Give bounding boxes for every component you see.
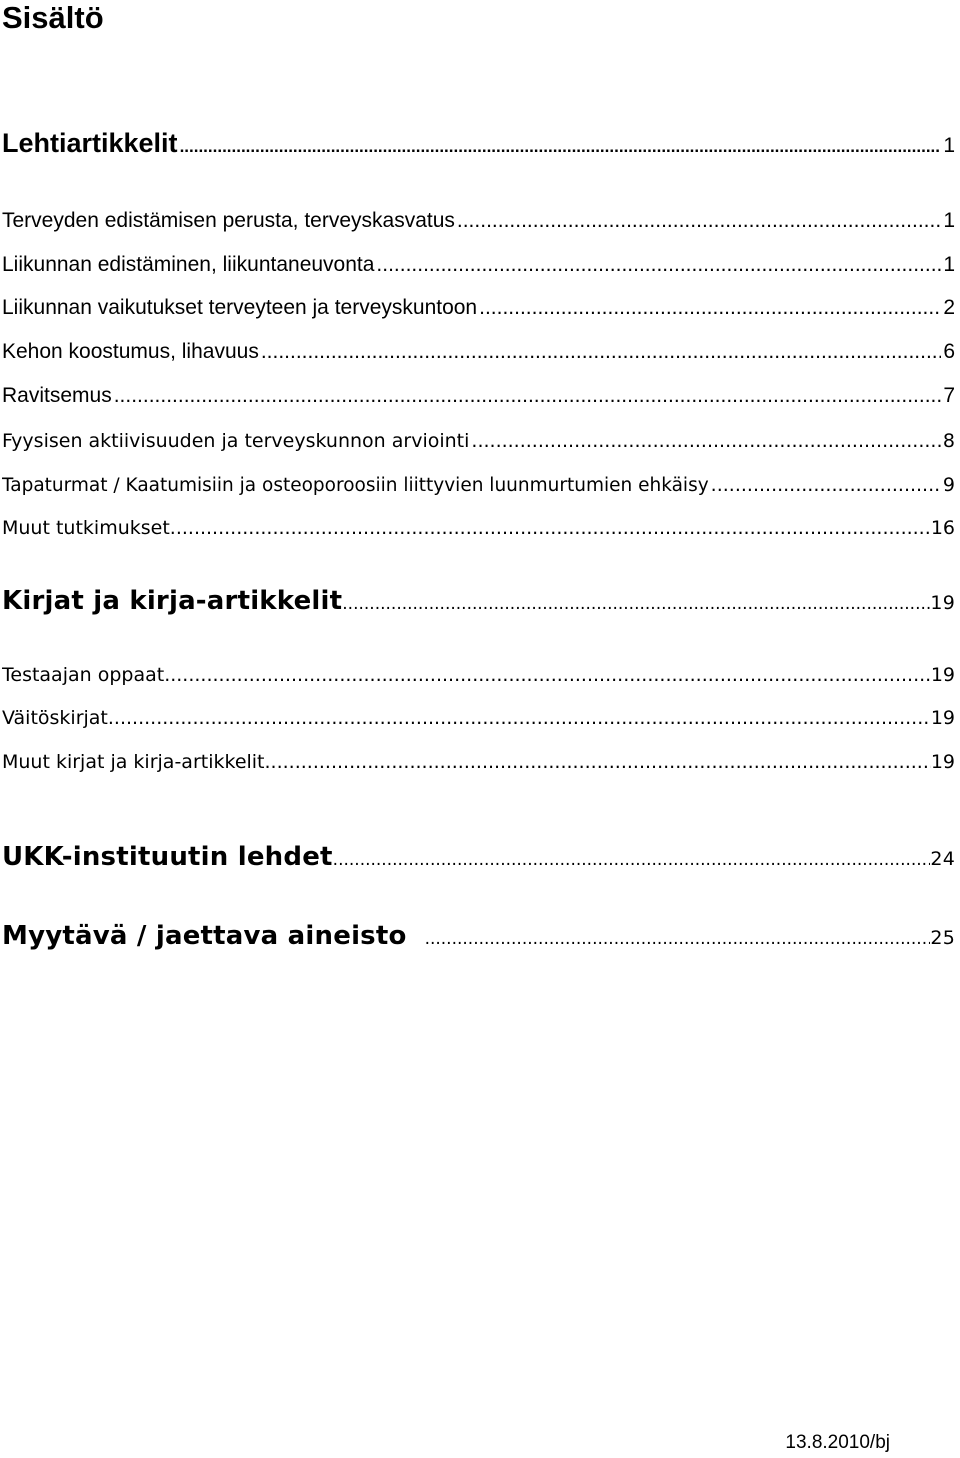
- toc-entry[interactable]: [2, 707, 955, 729]
- toc-entry-label: Muut kirjat ja kirja-artikkelit: [2, 751, 265, 773]
- toc-entry-page: 1: [943, 253, 955, 276]
- toc-dot-leader: [425, 929, 931, 949]
- toc-dot-leader: [711, 474, 941, 496]
- toc-entry-label: Terveyden edistämisen perusta, terveyskasvatus: [2, 209, 455, 232]
- toc-entry-page: 8: [942, 430, 955, 452]
- toc-dot-leader: [457, 209, 941, 233]
- toc-entry[interactable]: [2, 517, 955, 539]
- toc-entry[interactable]: [2, 586, 955, 616]
- toc-entry[interactable]: [2, 128, 955, 159]
- toc-dot-leader: [265, 751, 931, 773]
- toc-dot-leader: [342, 594, 930, 614]
- page-title: Sisältö: [2, 0, 104, 35]
- toc-entry-label: Myytävä / jaettava aineisto: [2, 921, 407, 951]
- toc-entry-page: 25: [930, 927, 955, 949]
- toc-entry[interactable]: [2, 340, 955, 364]
- toc-entry[interactable]: [2, 921, 955, 951]
- toc-entry[interactable]: [2, 430, 955, 452]
- toc-entry-page: 19: [930, 751, 955, 773]
- toc-entry-label: UKK-instituutin lehdet: [2, 842, 333, 872]
- toc-entry[interactable]: [2, 751, 955, 773]
- toc-entry-label: Fyysisen aktiivisuuden ja terveyskunnon arviointi: [2, 430, 470, 452]
- toc-entry-page: 6: [943, 340, 955, 363]
- toc-dot-leader: [261, 340, 941, 364]
- toc-entry-label: Ravitsemus: [2, 384, 112, 407]
- toc-entry-page: 2: [943, 296, 955, 319]
- toc-entry-label: Tapaturmat / Kaatumisiin ja osteoporoosiin liittyvien luunmurtumien ehkäisy: [2, 475, 709, 496]
- toc-dot-leader: [180, 137, 942, 157]
- toc-entry[interactable]: [2, 253, 955, 277]
- toc-entry[interactable]: [2, 296, 955, 320]
- toc-entry-page: 19: [930, 707, 955, 729]
- toc-dot-leader: [479, 296, 941, 320]
- toc-entry-page: 1: [943, 134, 955, 157]
- toc-dot-leader: [164, 664, 931, 686]
- toc-dot-leader: [170, 517, 931, 539]
- toc-entry-label: Muut tutkimukset: [2, 517, 170, 539]
- toc-dot-leader: [108, 707, 931, 729]
- toc-entry-label: Liikunnan vaikutukset terveyteen ja terveyskuntoon: [2, 296, 478, 319]
- toc-entry-page: 19: [930, 664, 955, 686]
- toc-entry-label: Liikunnan edistäminen, liikuntaneuvonta: [2, 253, 375, 276]
- toc-entry[interactable]: [2, 474, 955, 496]
- toc-entry-label: Kehon koostumus, lihavuus: [2, 340, 259, 363]
- toc-entry-label: Testaajan oppaat: [2, 664, 165, 686]
- toc-entry-label: Kirjat ja kirja-artikkelit: [2, 586, 343, 616]
- toc-entry-page: 16: [930, 517, 955, 539]
- toc-entry[interactable]: [2, 842, 955, 872]
- toc-entry-page: 1: [943, 209, 955, 232]
- toc-entry-page: 24: [930, 848, 955, 870]
- toc-entry[interactable]: [2, 384, 955, 408]
- toc-entry-page: 9: [942, 474, 955, 496]
- toc-entry-page: 19: [930, 592, 955, 614]
- toc-dot-leader: [114, 384, 942, 408]
- toc-dot-leader: [333, 850, 931, 870]
- toc-entry-page: 7: [943, 384, 955, 407]
- footer-date: 13.8.2010/bj: [785, 1432, 890, 1453]
- toc-entry-label: Lehtiartikkelit: [2, 128, 178, 158]
- toc-dot-leader: [376, 253, 941, 277]
- toc-entry[interactable]: [2, 209, 955, 233]
- toc-dot-leader: [471, 430, 941, 452]
- toc-entry[interactable]: [2, 664, 955, 686]
- toc-entry-label: Väitöskirjat: [2, 707, 108, 729]
